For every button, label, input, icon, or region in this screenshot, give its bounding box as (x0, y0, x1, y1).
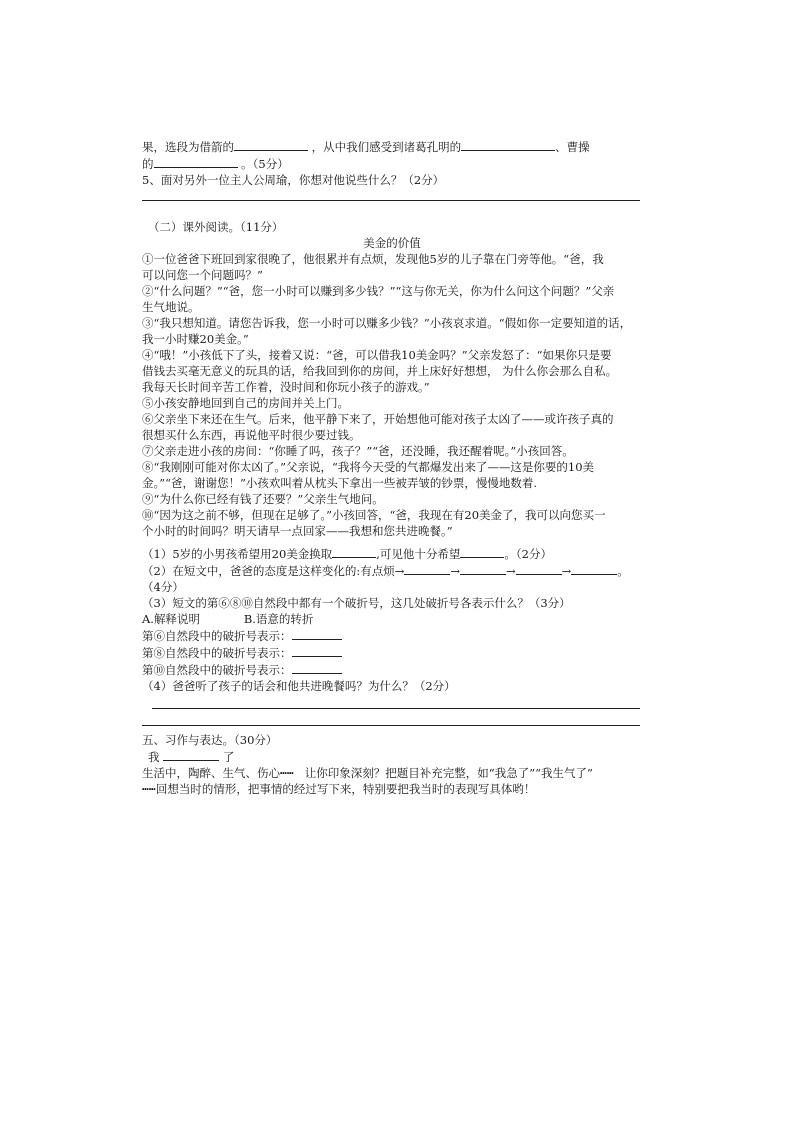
section-5-heading: 五、习作与表达。（30分） (142, 733, 278, 747)
passage-line: 很想买什么东西，再说他平时很少要过钱。 (142, 428, 361, 442)
section-2-heading: （二）课外阅读。（11分） (148, 220, 284, 234)
passage-line: ②“什么问题？”“爸，您一小时可以赚到多少钱？”“这与你无关，你为什么问这个问题？”父亲 (142, 284, 615, 298)
essay-title-prompt: 我 了 (148, 750, 235, 764)
fill-blank-q2-step4[interactable] (571, 562, 617, 575)
fill-blank-q1-exchange[interactable] (332, 545, 376, 558)
fill-blank-q1-hope[interactable] (460, 545, 504, 558)
arrow-right-icon: → (505, 564, 516, 578)
passage-line: ④“哦！”小孩低下了头，接着又说：“爸，可以借我10美金吗？”父亲发怒了：“如果你只是要 (142, 348, 612, 362)
arrow-right-icon: → (561, 564, 572, 578)
fill-blank-essay-title[interactable] (163, 748, 219, 761)
reading-fill-line-2: 的 。（5分） (142, 157, 289, 171)
question-3-para-10: 第⑩自然段中的破折号表示： (142, 661, 642, 678)
question-4: （4）爸爸听了孩子的话会和他共进晚餐吗？为什么？（2分） (142, 679, 456, 693)
fill-blank-zhuge-trait[interactable] (461, 138, 555, 151)
section-divider (142, 725, 640, 726)
passage-line: ⑧“我刚刚可能对你太凶了。”父亲说，“我将今天受的气都爆发出来了——这是你要的10美 (142, 460, 595, 474)
passage-line: ③“我只想知道。请您告诉我，您一小时可以赚多少钱？”小孩哀求道。“假如你一定要知道的话， (142, 316, 632, 330)
passage-line: 我一小时赚20美金。” (142, 332, 249, 346)
passage-line: 借钱去买毫无意义的玩具的话，给我回到你的房间，并上床好好想想， 为什么你会那么自私。 (142, 364, 618, 378)
worksheet-page (142, 138, 642, 797)
passage-line: 生气地说。 (142, 300, 200, 314)
arrow-right-icon: → (450, 564, 460, 578)
question-3-options: A.解释说明 B.语意的转折 (142, 612, 314, 626)
passage-line: ⑨“为什么你已经有钱了还要？”父亲生气地问。 (142, 492, 384, 506)
fill-blank-borrow-arrows[interactable] (234, 138, 308, 151)
question-2: （2）在短文中，爸爸的态度是这样变化的:有点烦→ → → → 。 (142, 564, 629, 578)
answer-line-q5[interactable] (142, 200, 640, 201)
fill-blank-q2-step3[interactable] (516, 562, 562, 575)
question-3-para-8: 第⑧自然段中的破折号表示： (142, 644, 642, 661)
fill-blank-q3-para10[interactable] (292, 661, 342, 674)
passage-title: 美金的价值 (363, 236, 421, 250)
question-3-para-6: 第⑥自然段中的破折号表示： (142, 627, 642, 644)
passage-line: ⑥父亲坐下来还在生气。后来，他平静下来了，开始想他可能对孩子太凶了——或许孩子真的 (142, 412, 614, 426)
fill-blank-cao-trait[interactable] (154, 155, 238, 168)
fill-blank-q2-step1[interactable] (404, 562, 450, 575)
question-2-score: （4分） (142, 580, 184, 594)
essay-instruction-line-2: ┅┅回想当时的情形，把事情的经过写下来，特别要把我当时的表现写具体哟！ (142, 782, 536, 796)
passage-line: 个小时的时间吗？明天请早一点回家——我想和您共进晚餐。” (142, 524, 453, 538)
question-1: （1）5岁的小男孩希望用20美金换取 ,可见他十分希望 。（2分） (142, 547, 552, 561)
passage-line: 我每天长时间辛苦工作着，没时间和你玩小孩子的游戏。” (142, 380, 430, 394)
fill-blank-q3-para8[interactable] (292, 644, 342, 657)
passage-body (142, 251, 642, 539)
answer-line-q4[interactable] (152, 708, 640, 709)
passage-line: ①一位爸爸下班回到家很晚了，他很累并有点烦，发现他5岁的儿子靠在门旁等他。“爸，我 (142, 252, 604, 266)
passage-line: ⑤小孩安静地回到自己的房间并关上门。 (142, 396, 349, 410)
fill-blank-q3-para6[interactable] (292, 627, 342, 640)
passage-line: ⑩“因为这之前不够，但现在足够了。”小孩回答，“爸，我现在有20美金了，我可以向您买一 (142, 508, 606, 522)
passage-line: 可以问您一个问题吗？” (142, 268, 263, 282)
fill-blank-q2-step2[interactable] (460, 562, 506, 575)
reading-fill-line-1: 果，选段为借箭的 ，从中我们感受到诸葛孔明的 、曹操 (142, 140, 590, 154)
question-5: 5、面对另外一位主人公周瑜，你想对他说些什么？（2分） (142, 173, 445, 187)
passage-line: 金。”“爸，谢谢您！”小孩欢叫着从枕头下拿出一些被弄皱的钞票，慢慢地数着. (142, 476, 538, 490)
question-3: （3）短文的第⑥⑧⑩自然段中都有一个破折号，这几处破折号各表示什么？（3分） (142, 596, 571, 610)
essay-instruction-line-1: 生活中，陶醉、生气、伤心┅┅ 让你印象深刻？把题目补充完整，如“我急了”“我生气了” (142, 766, 593, 780)
passage-line: ⑦父亲走进小孩的房间：“你睡了吗，孩子？”“爸，还没睡，我还醒着呢。”小孩回答。 (142, 444, 574, 458)
